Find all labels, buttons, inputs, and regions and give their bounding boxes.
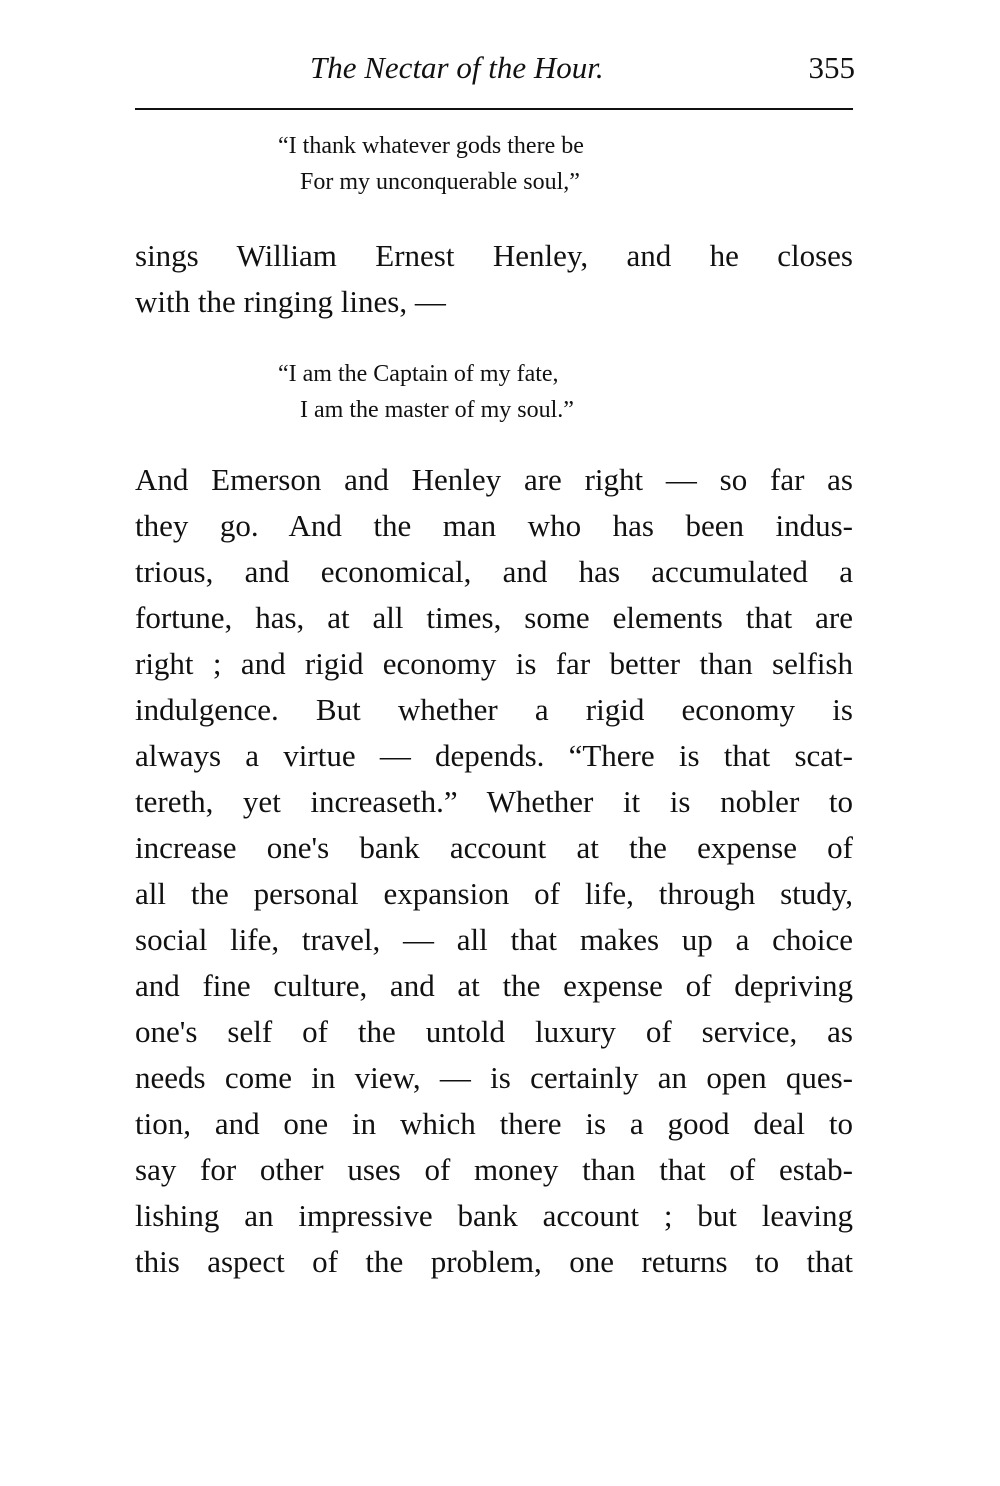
paragraph-2 [135, 457, 853, 1285]
text-line: And Emerson and Henley are right — so far as [135, 462, 853, 497]
text-line: trious, and economical, and has accumulated a [135, 554, 853, 589]
text-line: tion, and one in which there is a good deal to [135, 1106, 853, 1141]
page-header [135, 44, 855, 96]
text-line: and fine culture, and at the expense of depriving [135, 968, 853, 1003]
text-line: right ; and rigid economy is far better than selfish [135, 646, 853, 681]
header-rule [135, 108, 853, 110]
text-line: say for other uses of money than that of estab- [135, 1152, 853, 1187]
text-line: all the personal expansion of life, through study, [135, 876, 853, 911]
text-line: always a virtue — depends. “There is that scat- [135, 738, 853, 773]
text-line: with the ringing lines, — [135, 284, 446, 319]
text-line: indulgence. But whether a rigid economy is [135, 692, 853, 727]
verse-line: I am the master of my soul.” [300, 397, 574, 423]
verse-line: “I am the Captain of my fate, [278, 361, 559, 387]
page-number: 355 [808, 50, 855, 85]
text-line: fortune, has, at all times, some elements that are [135, 600, 853, 635]
paragraph-1 [135, 233, 853, 325]
text-line: social life, travel, — all that makes up a choice [135, 922, 853, 957]
text-line: needs come in view, — is certainly an open ques- [135, 1060, 853, 1095]
running-title: The Nectar of the Hour. [310, 50, 604, 85]
text-line: they go. And the man who has been indus- [135, 508, 853, 543]
verse-line: “I thank whatever gods there be [278, 133, 584, 159]
text-line: this aspect of the problem, one returns to that [135, 1244, 853, 1279]
verse-quote-1 [278, 128, 584, 200]
text-line: increase one's bank account at the expense of [135, 830, 853, 865]
text-line: tereth, yet increaseth.” Whether it is nobler to [135, 784, 853, 819]
verse-line: For my unconquerable soul,” [300, 169, 580, 195]
text-line: lishing an impressive bank account ; but leaving [135, 1198, 853, 1233]
text-line: one's self of the untold luxury of service, as [135, 1014, 853, 1049]
verse-quote-2 [278, 356, 574, 428]
text-line: sings William Ernest Henley, and he closes [135, 238, 853, 273]
